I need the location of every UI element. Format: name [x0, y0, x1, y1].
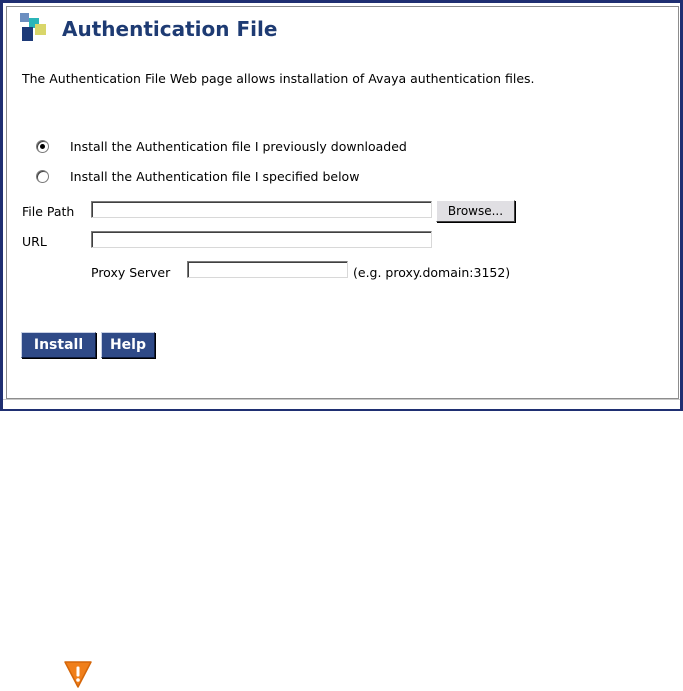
- option-label: Install the Authentication file I previously downloaded: [70, 138, 407, 154]
- option-previously-downloaded[interactable]: [36, 138, 407, 154]
- url-input[interactable]: [91, 231, 432, 248]
- file-path-input[interactable]: [91, 201, 432, 218]
- browse-button[interactable]: Browse...: [436, 200, 515, 222]
- option-label: Install the Authentication file I specified below: [70, 168, 360, 184]
- install-button[interactable]: Install: [21, 332, 96, 358]
- panel-bottom-strip: [3, 399, 680, 409]
- proxy-server-label: Proxy Server: [91, 265, 171, 280]
- warning-triangle-icon: [63, 659, 93, 689]
- file-path-label: File Path: [22, 204, 75, 219]
- option-specified-below[interactable]: [36, 168, 359, 184]
- radio-specified-below[interactable]: [36, 170, 49, 183]
- page-description: The Authentication File Web page allows installation of Avaya authentication files.: [22, 71, 535, 86]
- proxy-server-input[interactable]: [187, 261, 348, 278]
- help-button[interactable]: Help: [101, 332, 155, 358]
- proxy-server-hint: (e.g. proxy.domain:3152): [353, 265, 511, 280]
- radio-previously-downloaded[interactable]: [36, 140, 49, 153]
- url-label: URL: [22, 234, 47, 249]
- page-title: Authentication File: [62, 17, 278, 41]
- avaya-squares-logo-icon: [20, 13, 46, 43]
